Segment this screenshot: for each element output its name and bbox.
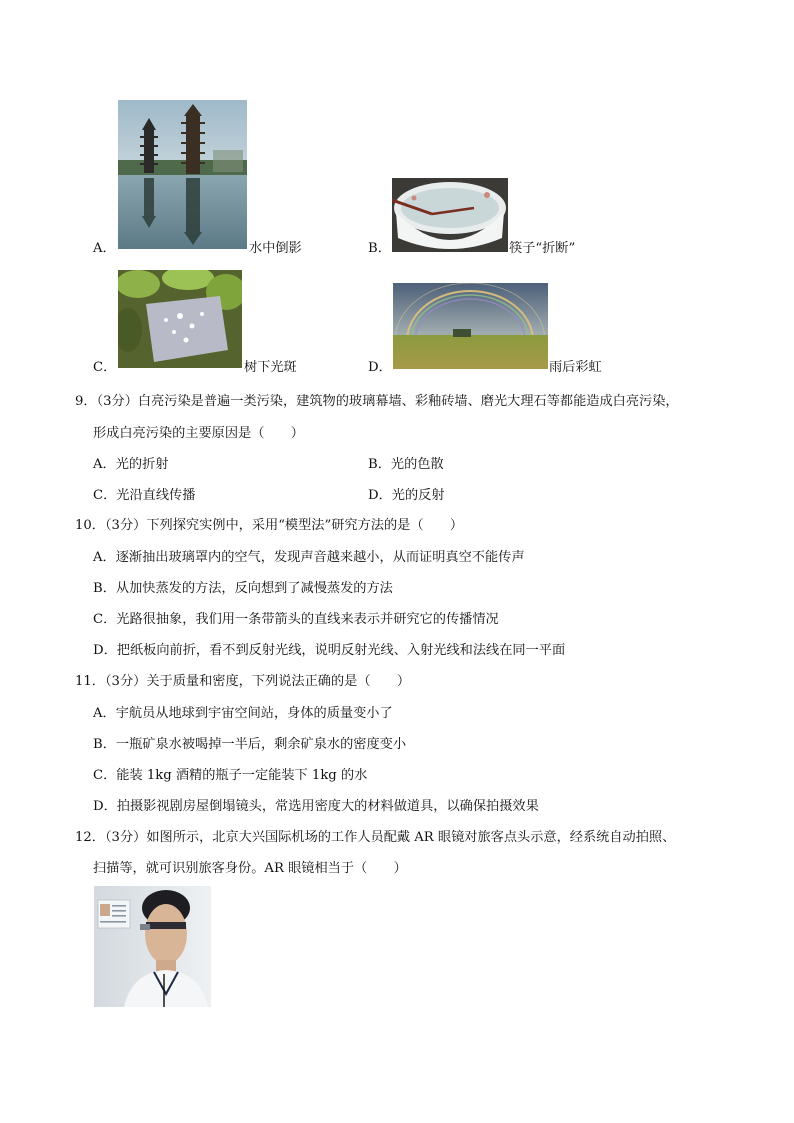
rainbow-image [393, 283, 548, 369]
option-b-caption: 筷子“折断” [509, 241, 576, 256]
q9-option-d: D．光的反射 [368, 488, 445, 503]
q10-stem: 10．（3分）下列探究实例中，采用“模型法”研究方法的是（ ） [75, 518, 464, 533]
q10-option-d: D．把纸板向前折，看不到反射光线，说明反射光线、入射光线和法线在同一平面 [93, 643, 566, 658]
q9-option-b: B．光的色散 [368, 457, 444, 472]
q9-option-c: C．光沿直线传播 [93, 488, 196, 503]
option-a-caption: 水中倒影 [249, 241, 302, 256]
option-d-caption: 雨后彩虹 [549, 360, 602, 375]
q11-option-b: B．一瓶矿泉水被喝掉一半后，剩余矿泉水的密度变小 [93, 737, 407, 752]
q9-stem-line1: 9．（3分）白亮污染是普遍一类污染，建筑物的玻璃幕墙、彩釉砖墙、磨光大理石等都能造成白亮污染， [75, 394, 679, 409]
q12-stem-line2: 扫描等，就可识别旅客身份。AR 眼镜相当于（ ） [93, 861, 407, 876]
tree-light-spots-image [118, 270, 242, 368]
q10-option-a: A．逐渐抽出玻璃罩内的空气，发现声音越来越小，从而证明真空不能传声 [93, 550, 525, 565]
chopstick-bowl-image [392, 178, 508, 252]
q12-stem-line1: 12．（3分）如图所示，北京大兴国际机场的工作人员配戴 AR 眼镜对旅客点头示意，经系统自动拍照、 [75, 830, 676, 845]
option-c-letter: C． [93, 360, 117, 375]
q10-option-c: C．光路很抽象，我们用一条带箭头的直线来表示并研究它的传播情况 [93, 612, 499, 627]
q9-stem-line2: 形成白亮污染的主要原因是（ ） [93, 426, 304, 441]
q10-option-b: B．从加快蒸发的方法，反向想到了减慢蒸发的方法 [93, 581, 393, 596]
pagoda-reflection-image [118, 100, 247, 249]
q9-option-a: A．光的折射 [93, 457, 169, 472]
option-a-letter: A． [93, 241, 116, 256]
q11-option-a: A．宇航员从地球到宇宙空间站，身体的质量变小了 [93, 706, 393, 721]
q11-option-d: D．拍摄影视剧房屋倒塌镜头，常选用密度大的材料做道具，以确保拍摄效果 [93, 799, 539, 814]
option-b-letter: B． [368, 241, 391, 256]
q11-stem: 11．（3分）关于质量和密度，下列说法正确的是（ ） [75, 674, 411, 689]
option-d-letter: D． [368, 360, 392, 375]
ar-glasses-staff-image [94, 886, 211, 1007]
option-c-caption: 树下光斑 [244, 360, 297, 375]
q11-option-c: C．能装 1kg 酒精的瓶子一定能装下 1kg 的水 [93, 768, 368, 783]
